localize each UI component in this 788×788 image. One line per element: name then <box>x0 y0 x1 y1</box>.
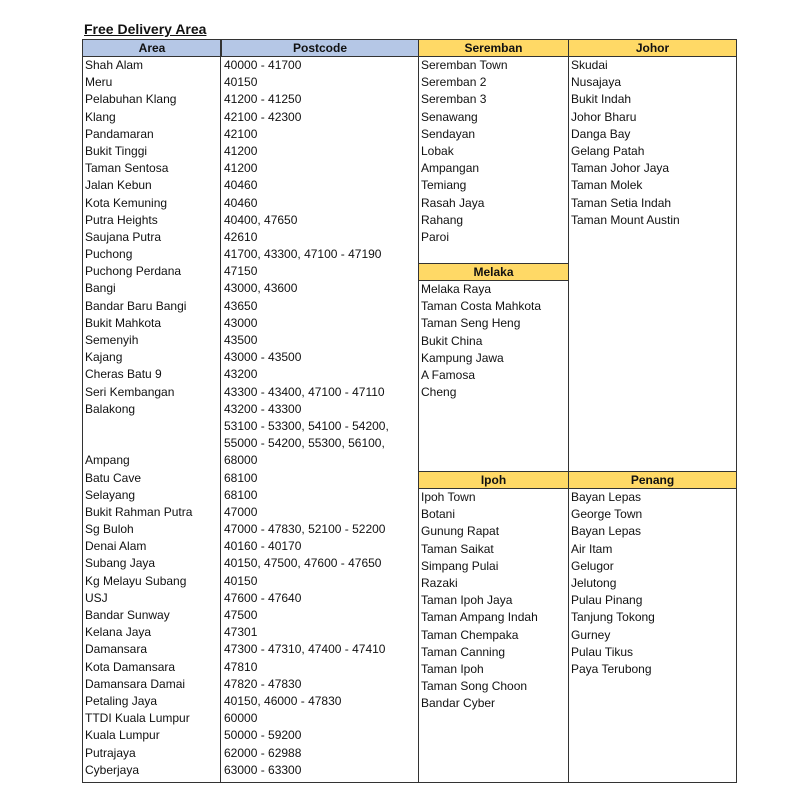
area-cell: Semenyih <box>85 333 139 347</box>
postcode-cell: 40150, 46000 - 47830 <box>224 693 342 708</box>
table-row <box>83 624 418 641</box>
area-cell: Bandar Baru Bangi <box>85 298 187 313</box>
postcode-cell: 47820 - 47830 <box>224 676 302 691</box>
johor-place: Bukit Indah <box>571 92 632 107</box>
postcode-cell: 47000 <box>224 504 258 519</box>
johor-place: Danga Bay <box>571 126 631 141</box>
seremban-place: Rahang <box>421 212 464 227</box>
postcode-cell: 40160 - 40170 <box>224 539 302 554</box>
postcode-cell: 60000 <box>224 711 258 726</box>
table-row <box>83 126 418 143</box>
table-body <box>83 57 418 779</box>
area-cell: Kota Kemuning <box>85 195 168 210</box>
melaka-place: Cheng <box>421 385 457 400</box>
area-cell: Bukit Tinggi <box>85 143 148 158</box>
johor-place: Johor Bharu <box>571 109 637 124</box>
area-cell: Denai Alam <box>85 539 147 554</box>
postcode-cell: 47000 - 47830, 52100 - 52200 <box>224 522 386 537</box>
johor-list <box>569 57 736 229</box>
table-row <box>83 452 418 469</box>
postcode-cell: 40150 <box>224 75 258 90</box>
area-cell: Shah Alam <box>85 58 144 72</box>
area-cell: Selayang <box>85 487 136 502</box>
table-row <box>83 160 418 177</box>
penang-section <box>568 471 737 783</box>
table-row <box>83 659 418 676</box>
area-header: Area <box>83 40 221 57</box>
postcode-cell: 42610 <box>224 229 258 244</box>
ipoh-place: Taman Ipoh <box>421 661 484 676</box>
johor-place: Taman Johor Jaya <box>571 161 670 176</box>
postcode-cell: 43000 - 43500 <box>224 350 302 365</box>
johor-place: Skudai <box>571 58 608 72</box>
table-row <box>83 590 418 607</box>
penang-place: Tanjung Tokong <box>571 610 655 625</box>
penang-place: Gurney <box>571 627 611 642</box>
area-cell: Puchong <box>85 247 133 262</box>
ipoh-header: Ipoh <box>419 472 568 489</box>
johor-place: Nusajaya <box>571 75 622 90</box>
area-cell <box>83 435 221 452</box>
penang-place: George Town <box>571 507 643 522</box>
ipoh-place: Taman Saikat <box>421 541 494 556</box>
postcode-cell: 47500 <box>224 608 258 622</box>
table-row <box>83 315 418 332</box>
postcode-cell: 62000 - 62988 <box>224 745 302 760</box>
seremban-place: Temiang <box>421 178 467 193</box>
area-cell: Pandamaran <box>85 126 154 141</box>
area-cell: Taman Sentosa <box>85 161 169 176</box>
area-cell: Subang Jaya <box>85 556 156 571</box>
table-row <box>83 195 418 212</box>
table-row <box>83 366 418 383</box>
table-row <box>83 676 418 693</box>
seremban-place: Lobak <box>421 143 454 158</box>
area-cell <box>83 418 221 435</box>
penang-place: Air Itam <box>571 541 613 556</box>
page-title: Free Delivery Area <box>84 21 207 37</box>
penang-place: Paya Terubong <box>571 661 652 676</box>
johor-place: Taman Molek <box>571 178 643 193</box>
postcode-cell: 47600 - 47640 <box>224 590 302 605</box>
table-row <box>83 727 418 744</box>
postcode-cell: 47150 <box>224 264 258 279</box>
area-cell: Damansara Damai <box>85 676 186 691</box>
table-row <box>83 109 418 126</box>
table-row <box>83 263 418 280</box>
penang-place: Pulau Pinang <box>571 593 643 608</box>
ipoh-place: Gunung Rapat <box>421 524 500 539</box>
penang-header: Penang <box>569 472 736 489</box>
postcode-cell: 41200 - 41250 <box>224 92 302 107</box>
table-row <box>83 504 418 521</box>
table-row <box>83 229 418 246</box>
area-cell: Kota Damansara <box>85 659 176 674</box>
seremban-header: Seremban <box>419 40 568 57</box>
postcode-cell: 53100 - 53300, 54100 - 54200, <box>224 418 389 433</box>
melaka-place: Taman Seng Heng <box>421 316 521 331</box>
area-cell: Batu Cave <box>85 470 142 485</box>
table-row <box>83 212 418 229</box>
ipoh-list <box>419 489 568 712</box>
table-row <box>83 607 418 624</box>
postcode-cell: 43000, 43600 <box>224 281 298 296</box>
seremban-place: Seremban 3 <box>421 92 487 107</box>
postcode-header: Postcode <box>221 40 418 57</box>
penang-place: Bayan Lepas <box>571 524 642 539</box>
seremban-place: Senawang <box>421 109 478 124</box>
table-row <box>83 418 418 435</box>
table-row <box>83 435 418 452</box>
melaka-place: Bukit China <box>421 333 483 348</box>
area-cell: Klang <box>85 109 116 124</box>
ipoh-section <box>418 471 569 783</box>
table-row <box>83 555 418 572</box>
table-row <box>83 693 418 710</box>
postcode-cell: 41700, 43300, 47100 - 47190 <box>224 247 382 262</box>
table-row <box>83 487 418 504</box>
postcode-cell: 68000 <box>224 453 258 468</box>
column-divider <box>220 40 221 782</box>
johor-place: Gelang Patah <box>571 143 645 158</box>
area-cell: Bangi <box>85 281 116 296</box>
seremban-place: Rasah Jaya <box>421 195 485 210</box>
seremban-place: Sendayan <box>421 126 476 141</box>
postcode-cell: 40150 <box>224 573 258 588</box>
seremban-list <box>419 57 568 246</box>
penang-place: Jelutong <box>571 575 617 590</box>
area-cell: Kg Melayu Subang <box>85 573 187 588</box>
postcode-cell: 43650 <box>224 298 258 313</box>
postcode-cell: 43000 <box>224 315 258 330</box>
seremban-place: Seremban 2 <box>421 75 487 90</box>
area-cell: USJ <box>85 590 108 605</box>
table-row <box>83 332 418 349</box>
area-cell: Kelana Jaya <box>85 625 152 640</box>
postcode-cell: 42100 - 42300 <box>224 109 302 124</box>
seremban-place: Paroi <box>421 229 450 244</box>
postcode-cell: 47301 <box>224 625 258 640</box>
table-row <box>83 710 418 727</box>
table-row <box>83 349 418 366</box>
table-row <box>83 280 418 297</box>
table-row <box>83 641 418 658</box>
postcode-cell: 41200 <box>224 143 258 158</box>
area-cell: Balakong <box>85 401 136 416</box>
seremban-place: Seremban Town <box>421 58 508 72</box>
area-cell: Saujana Putra <box>85 229 162 244</box>
area-cell: Meru <box>85 75 113 90</box>
postcode-cell: 40000 - 41700 <box>224 58 302 72</box>
penang-place: Pulau Tikus <box>571 644 634 659</box>
postcode-cell: 40400, 47650 <box>224 212 298 227</box>
postcode-cell: 42100 <box>224 126 258 141</box>
table-row <box>83 246 418 263</box>
johor-place: Taman Mount Austin <box>571 212 680 227</box>
melaka-section <box>418 263 569 472</box>
table-row <box>83 745 418 762</box>
area-cell: Seri Kembangan <box>85 384 175 399</box>
area-cell: Putrajaya <box>85 745 136 760</box>
postcode-cell: 68100 <box>224 487 258 502</box>
ipoh-place: Taman Ampang Indah <box>421 610 538 625</box>
table-row <box>83 298 418 315</box>
area-cell: Pelabuhan Klang <box>85 92 177 107</box>
postcode-cell: 63000 - 63300 <box>224 762 302 777</box>
table-row <box>83 384 418 401</box>
postcode-cell: 43200 <box>224 367 258 382</box>
penang-place: Bayan Lepas <box>571 490 642 504</box>
melaka-header: Melaka <box>419 264 568 281</box>
table-row <box>83 762 418 779</box>
postcode-cell: 43500 <box>224 333 258 347</box>
penang-place: Gelugor <box>571 558 614 573</box>
table-row <box>83 177 418 194</box>
melaka-place: A Famosa <box>421 367 476 382</box>
postcode-cell: 41200 <box>224 161 258 176</box>
area-cell: Bandar Sunway <box>85 608 170 622</box>
table-row <box>83 57 418 74</box>
area-cell: Bukit Rahman Putra <box>85 504 193 519</box>
postcode-cell: 40460 <box>224 195 258 210</box>
postcode-cell: 43300 - 43400, 47100 - 47110 <box>224 384 385 399</box>
melaka-place: Melaka Raya <box>421 282 492 296</box>
table-row <box>83 573 418 590</box>
postcode-cell: 40460 <box>224 178 258 193</box>
ipoh-place: Razaki <box>421 575 458 590</box>
area-cell: Sg Buloh <box>85 522 134 537</box>
seremban-section <box>418 39 569 264</box>
penang-list <box>569 489 736 678</box>
johor-place: Taman Setia Indah <box>571 195 672 210</box>
area-cell: Kajang <box>85 350 123 365</box>
johor-header: Johor <box>569 40 736 57</box>
melaka-list <box>419 281 568 401</box>
postcode-cell: 43200 - 43300 <box>224 401 302 416</box>
table-row <box>83 143 418 160</box>
table-row <box>83 91 418 108</box>
postcode-cell: 40150, 47500, 47600 - 47650 <box>224 556 382 571</box>
ipoh-place: Botani <box>421 507 456 522</box>
area-postcode-table <box>82 39 419 783</box>
ipoh-place: Ipoh Town <box>421 490 476 504</box>
melaka-place: Taman Costa Mahkota <box>421 299 542 314</box>
table-row <box>83 521 418 538</box>
area-cell: Kuala Lumpur <box>85 728 160 743</box>
area-cell: Bukit Mahkota <box>85 315 162 330</box>
melaka-place: Kampung Jawa <box>421 350 504 365</box>
ipoh-place: Taman Song Choon <box>421 679 528 694</box>
table-row <box>83 538 418 555</box>
postcode-cell: 55000 - 54200, 55300, 56100, <box>224 436 385 451</box>
ipoh-place: Bandar Cyber <box>421 696 496 711</box>
ipoh-place: Taman Canning <box>421 644 506 659</box>
area-cell: Damansara <box>85 642 148 657</box>
postcode-cell: 50000 - 59200 <box>224 728 302 743</box>
area-cell: Putra Heights <box>85 212 158 227</box>
table-row <box>83 401 418 418</box>
area-cell: Jalan Kebun <box>85 178 152 193</box>
table-row <box>83 470 418 487</box>
ipoh-place: Simpang Pulai <box>421 558 499 573</box>
ipoh-place: Taman Ipoh Jaya <box>421 593 513 608</box>
area-cell: TTDI Kuala Lumpur <box>85 711 190 726</box>
postcode-cell: 68100 <box>224 470 258 485</box>
table-row <box>83 74 418 91</box>
area-cell: Petaling Jaya <box>85 693 158 708</box>
area-cell: Puchong Perdana <box>85 264 182 279</box>
area-cell: Ampang <box>85 453 130 468</box>
seremban-place: Ampangan <box>421 161 480 176</box>
ipoh-place: Taman Chempaka <box>421 627 519 642</box>
postcode-cell: 47810 <box>224 659 258 674</box>
postcode-cell: 47300 - 47310, 47400 - 47410 <box>224 642 386 657</box>
area-cell: Cyberjaya <box>85 762 140 777</box>
area-cell: Cheras Batu 9 <box>85 367 162 382</box>
